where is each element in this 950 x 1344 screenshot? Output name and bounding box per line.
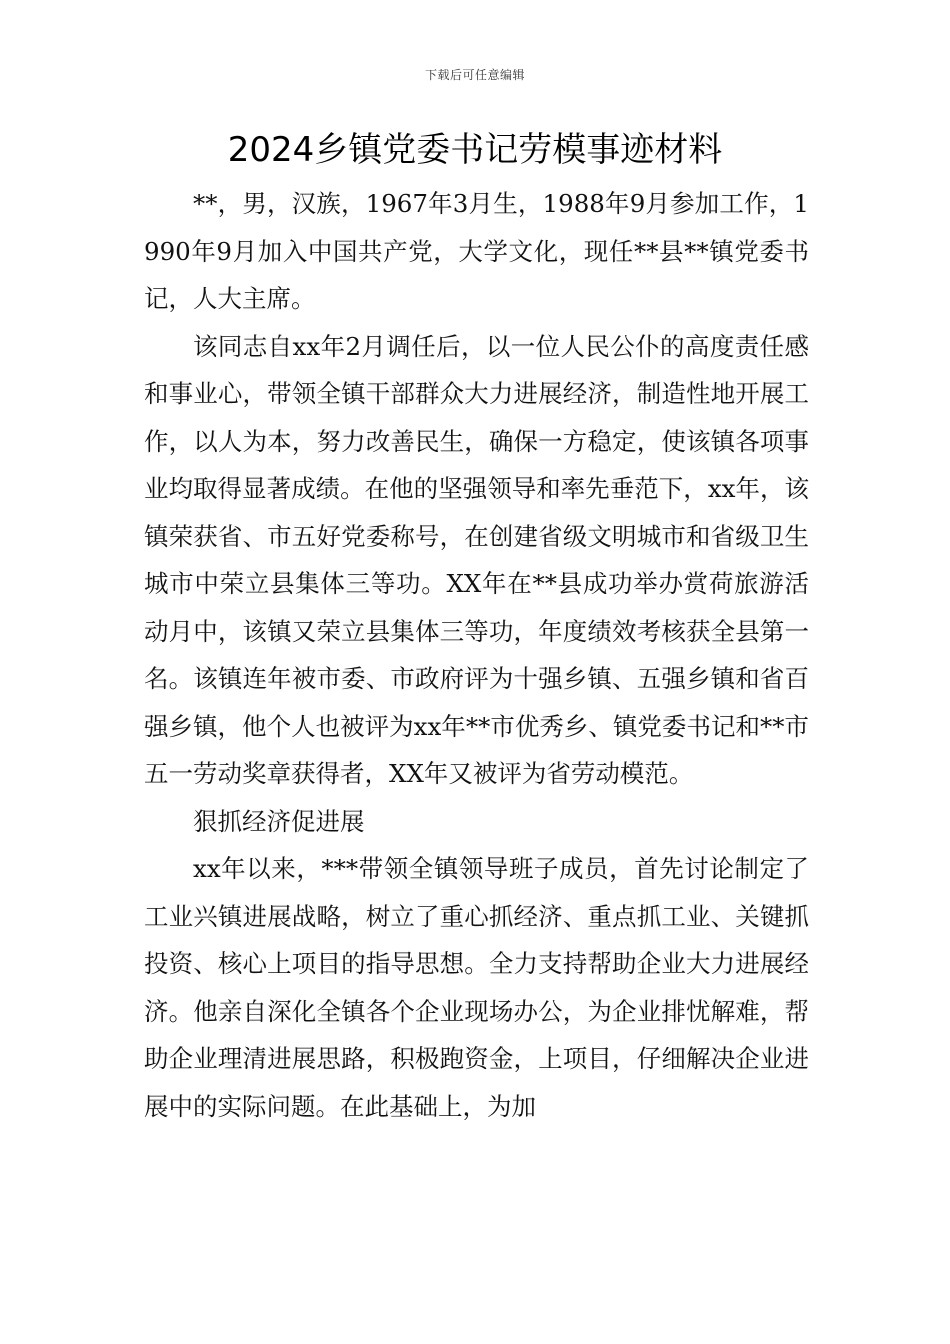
document-title: 2024乡镇党委书记劳模事迹材料: [227, 130, 723, 170]
header-note: 下载后可任意编辑: [424, 68, 525, 82]
document-body: [144, 180, 809, 1130]
section-heading: 狠抓经济促进展: [193, 806, 365, 836]
paragraph-economy: xx年以来，***带领全镇领导班子成员，首先讨论制定了工业兴镇进展战略，树立了重心抓经济、重点抓工业、关键抓投资、核心上项目的指导思想。全力支持帮助企业大力进展经济。他亲自深化全镇各个企业现场办公，为企业排忧解难，帮助企业理清进展思路，积极跑资金，上项目，仔细解决企业进展中的实际问题。在此基础上，为加: [144, 854, 809, 1121]
paragraph-profile: **，男，汉族，1967年3月生，1988年9月参加工作，1990年9月加入中国共产党，大学文化，现任**县**镇党委书记，人大主席。: [144, 189, 809, 313]
paragraph-achievements: 该同志自xx年2月调任后，以一位人民公仆的高度责任感和事业心，带领全镇干部群众大力进展经济，制造性地开展工作，以人为本，努力改善民生，确保一方稳定，使该镇各项事业均取得显著成绩。在他的坚强领导和率先垂范下，xx年，该镇荣获省、市五好党委称号，在创建省级文明城市和省级卫生城市中荣立县集体三等功。XX年在**县成功举办赏荷旅游活动月中，该镇又荣立县集体三等功，年度绩效考核获全县第一名。该镇连年被市委、市政府评为十强乡镇、五强乡镇和省百强乡镇，他个人也被评为xx年**市优秀乡、镇党委书记和**市五一劳动奖章获得者，XX年又被评为省劳动模范。: [144, 331, 809, 788]
